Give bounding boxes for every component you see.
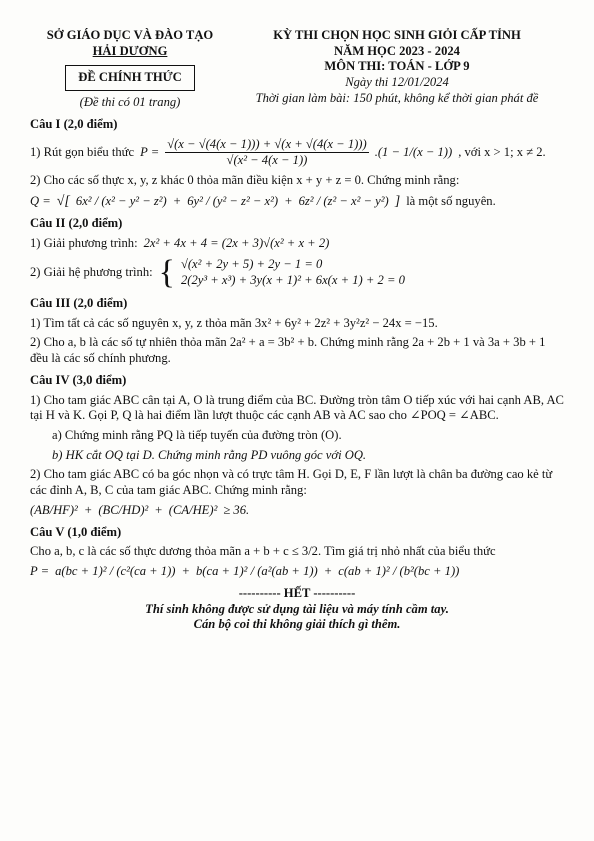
- p5-term-2: b(ca + 1)² / (a²(ab + 1)): [195, 564, 318, 579]
- inequality: (AB/HF)² + (BC/HD)² + (CA/HE)² ≥ 36.: [30, 502, 250, 517]
- problem-1-1: 1) Rút gọn biểu thức P = $\frac{√(x - √(4(x - 1))) + √(x + √(4(x - 1)))}{\text{√(x² − 4(x − 1))}}$ .(1 − 1/(x − 1)) , với x > 1; x ≠ 2.: [30, 136, 546, 168]
- ratio-2: (BC/HD)²: [98, 502, 149, 517]
- system-brace: {: [158, 253, 175, 291]
- section-1-title: Câu I (2,0 điểm): [30, 116, 118, 131]
- p5-expression: P = a(bc + 1)² / (c²(ca + 1)) + b(ca + 1)² / (a²(ab + 1)) + c(ab + 1)² / (b²(bc + 1)): [30, 564, 460, 579]
- note-1: Thí sinh không được sử dụng tài liệu và máy tính cầm tay.: [145, 601, 449, 616]
- problem-5-text: Cho a, b, c là các số thực dương thỏa mãn a + b + c ≤ 3/2. Tìm giá trị nhỏ nhất của biểu thức: [30, 544, 496, 559]
- header-left: [30, 28, 230, 111]
- page-count: (Đề thi có 01 trang): [79, 95, 181, 110]
- ratio-3: (CA/HE)²: [168, 502, 218, 517]
- problem-4-1: 1) Cho tam giác ABC cân tại A, O là trung điểm của BC. Đường tròn tâm O tiếp xúc với hai cạnh AB, AC tại H và K. Gọi P, Q là hai điểm lần lượt thuộc các cạnh AB và AC sao cho ∠POQ = ∠ABC.: [30, 392, 564, 423]
- problem-3-2: 2) Cho a, b là các số tự nhiên thỏa mãn 2a² + a = 3b² + b. Chứng minh rằng 2a + 2b + 1 và 3a + 3b + 1 đều là các số chính phương.: [30, 335, 546, 366]
- q-term-3: 6z² / (z² − x² − y²): [298, 193, 389, 208]
- q-expression: Q = √[ 6x² / (x² − y² − z²) + 6y² / (y² − z² − x²) + 6z² / (z² − x² − y²) ] là một số nguyên.: [30, 193, 496, 209]
- department-name: SỞ GIÁO DỤC VÀ ĐÀO TẠO: [46, 28, 214, 42]
- section-3-title: Câu III (2,0 điểm): [30, 295, 128, 310]
- school-year: NĂM HỌC 2023 - 2024: [334, 43, 460, 58]
- p-denominator: √(x² − 4(x − 1)): [226, 153, 308, 168]
- p5-term-1: a(bc + 1)² / (c²(ca + 1)): [55, 564, 176, 579]
- p-numerator: √(x − √(4(x − 1))) + √(x + √(4(x − 1))): [165, 137, 369, 154]
- problem-4-1a: a) Chứng minh rằng PQ là tiếp tuyến của đường tròn (O).: [52, 427, 342, 442]
- problem-2-2-text: 2) Giải hệ phương trình:: [30, 264, 153, 279]
- problem-4-1b: b) HK cắt OQ tại D. Chứng minh rằng PD vuông góc với OQ.: [52, 447, 367, 462]
- province-name: HẢI DƯƠNG: [92, 43, 168, 58]
- problem-1-1-text: 1) Rút gọn biểu thức: [30, 145, 135, 160]
- problem-2-2: [30, 253, 564, 291]
- header: [30, 28, 564, 111]
- end-marker: ---------- HẾT ----------: [238, 585, 356, 600]
- q-term-2: 6y² / (y² − z² − x²): [187, 193, 279, 208]
- subject: MÔN THI: TOÁN - LỚP 9: [324, 59, 470, 74]
- exam-title: KỲ THI CHỌN HỌC SINH GIỎI CẤP TỈNH: [273, 28, 521, 42]
- problem-3-1: 1) Tìm tất cả các số nguyên x, y, z thỏa mãn 3x² + 6y² + 2z² + 3y²z² − 24x = −15.: [30, 315, 438, 330]
- note-2: Cán bộ coi thi không giải thích gì thêm.: [193, 617, 401, 632]
- exam-duration: Thời gian làm bài: 150 phút, không kể thời gian phát đề: [255, 90, 539, 105]
- p5-term-3: c(ab + 1)² / (b²(bc + 1)): [338, 564, 460, 579]
- q-label: Q =: [30, 193, 51, 208]
- section-5-title: Câu V (1,0 điểm): [30, 524, 122, 539]
- q-tail: là một số nguyên.: [406, 193, 496, 208]
- problem-2-1-text: 1) Giải phương trình:: [30, 236, 138, 251]
- p-condition: , với x > 1; x ≠ 2.: [458, 145, 546, 160]
- system-eq-2: 2(2y³ + x³) + 3y(x + 1)² + 6x(x + 1) + 2 = 0: [180, 272, 405, 287]
- header-right: [230, 28, 564, 111]
- ratio-1: (AB/HF)²: [30, 502, 78, 517]
- section-2-title: Câu II (2,0 điểm): [30, 216, 123, 231]
- problem-4-2: 2) Cho tam giác ABC có ba góc nhọn và có trực tâm H. Gọi D, E, F lần lượt là chân ba đường cao kẻ từ các đỉnh A, B, C của tam giác ABC. Chứng minh rằng:: [30, 467, 553, 498]
- footer: [30, 586, 564, 633]
- q-term-1: 6x² / (x² − y² − z²): [75, 193, 167, 208]
- p-fraction: [165, 137, 369, 169]
- problem-2-1: [30, 236, 564, 252]
- exam-date: Ngày thi 12/01/2024: [345, 75, 449, 90]
- p5-label: P =: [30, 564, 50, 579]
- section-4-title: Câu IV (3,0 điểm): [30, 372, 127, 387]
- official-badge: ĐỀ CHÍNH THỨC: [65, 65, 195, 91]
- problem-1-2: 2) Cho các số thực x, y, z khác 0 thỏa mãn điều kiện x + y + z = 0. Chứng minh rằng:: [30, 173, 460, 188]
- p-factor: .(1 − 1/(x − 1)): [374, 145, 453, 160]
- inequality-rhs: ≥ 36.: [223, 502, 250, 517]
- problem-2-1-equation: 2x² + 4x + 4 = (2x + 3)√(x² + x + 2): [143, 236, 330, 251]
- system-eq-1: √(x² + 2y + 5) + 2y − 1 = 0: [180, 257, 323, 272]
